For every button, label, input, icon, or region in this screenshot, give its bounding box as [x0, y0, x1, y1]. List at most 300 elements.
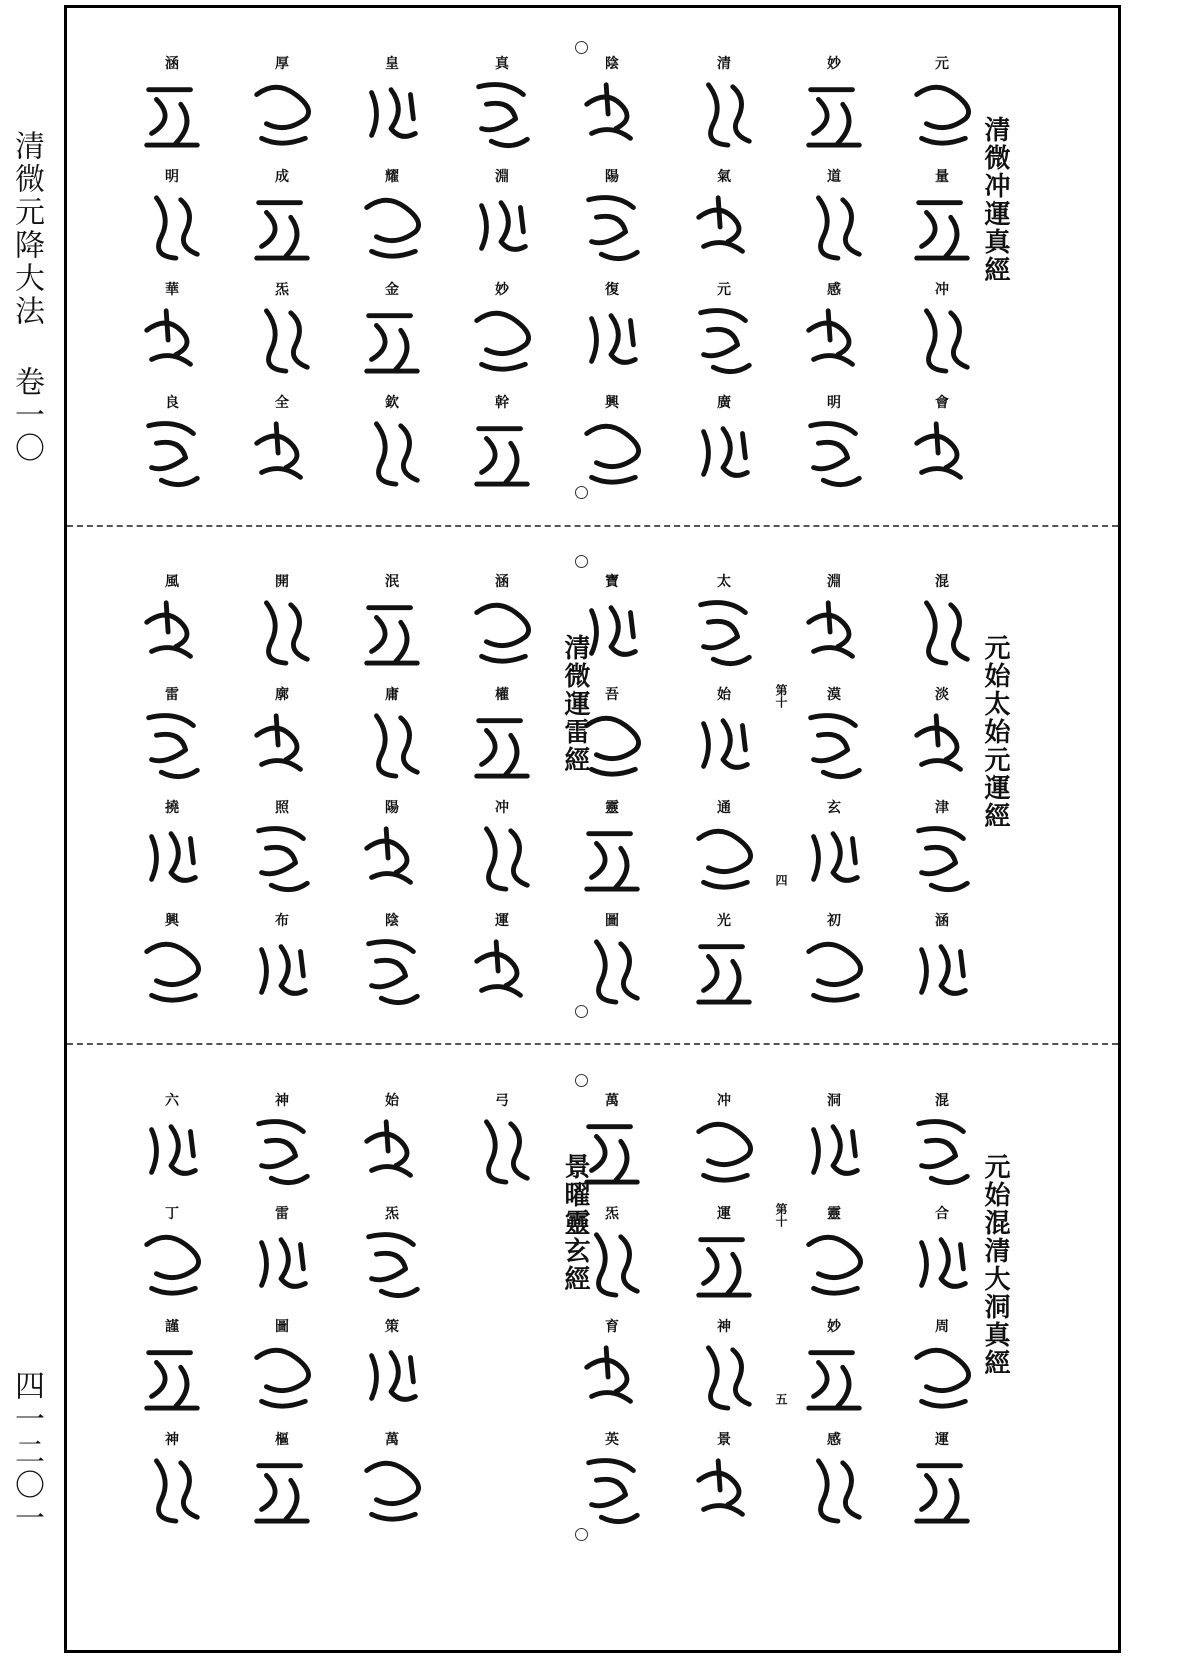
glyph-entry	[577, 56, 647, 169]
glyph-label: 周	[935, 1319, 949, 1335]
glyph-label: 量	[935, 169, 949, 185]
seal-script-glyph	[247, 300, 317, 380]
seal-script-glyph	[137, 74, 207, 154]
seal-script-glyph	[357, 818, 427, 898]
glyph-label: 金	[385, 282, 399, 298]
glyph-label: 太	[717, 574, 731, 590]
seal-script-glyph	[357, 931, 427, 1011]
glyph-label: 妙	[827, 56, 841, 72]
glyph-label: 涵	[935, 913, 949, 929]
glyph-label: 初	[827, 913, 841, 929]
glyph-label: 會	[935, 395, 949, 411]
seal-script-glyph	[467, 592, 537, 672]
glyph-label: 明	[165, 169, 179, 185]
glyph-entry	[907, 282, 977, 395]
seal-script-glyph	[467, 818, 537, 898]
seal-script-glyph	[137, 818, 207, 898]
glyph-column	[347, 1093, 437, 1545]
glyph-entry	[689, 1319, 759, 1432]
scripture-title: 元始混清大洞真經	[980, 1153, 1010, 1377]
seal-script-glyph	[137, 1450, 207, 1530]
scripture-title: 清微冲運真經	[980, 116, 1010, 284]
seal-script-glyph	[689, 300, 759, 380]
glyph-entry	[137, 169, 207, 282]
glyph-entry	[799, 1432, 869, 1545]
seal-script-glyph	[907, 705, 977, 785]
seal-script-glyph	[357, 1224, 427, 1304]
glyph-label: 妙	[827, 1319, 841, 1335]
seal-script-glyph	[467, 931, 537, 1011]
glyph-entry	[907, 1319, 977, 1432]
glyph-entry	[137, 1093, 207, 1206]
glyph-entry	[689, 56, 759, 169]
glyph-entry	[467, 1093, 537, 1206]
glyph-column	[457, 1093, 547, 1206]
glyph-column	[127, 56, 217, 508]
glyph-entry	[357, 913, 427, 1026]
glyph-label: 復	[605, 282, 619, 298]
glyph-entry	[137, 574, 207, 687]
glyph-label: 漠	[827, 687, 841, 703]
glyph-entry	[907, 1432, 977, 1545]
glyph-entry	[577, 282, 647, 395]
seal-script-glyph	[357, 413, 427, 493]
glyph-entry	[799, 574, 869, 687]
glyph-column	[789, 56, 879, 508]
glyph-label: 耀	[385, 169, 399, 185]
glyph-label: 厚	[275, 56, 289, 72]
glyph-label: 布	[275, 913, 289, 929]
glyph-label: 興	[165, 913, 179, 929]
glyph-label: 欽	[385, 395, 399, 411]
glyph-label: 真	[495, 56, 509, 72]
glyph-entry	[247, 1432, 317, 1545]
glyph-label: 炁	[385, 1206, 399, 1222]
seal-script-glyph	[689, 1111, 759, 1191]
chapter-note: 五	[774, 1393, 788, 1405]
glyph-entry	[577, 1319, 647, 1432]
glyph-column	[127, 574, 217, 1026]
chapter-note: 四	[774, 874, 788, 886]
glyph-entry	[467, 800, 537, 913]
seal-script-glyph	[907, 592, 977, 672]
glyph-entry	[689, 574, 759, 687]
glyph-label: 津	[935, 800, 949, 816]
seal-script-glyph	[467, 705, 537, 785]
glyph-label: 光	[717, 913, 731, 929]
glyph-entry	[137, 56, 207, 169]
glyph-column	[237, 56, 327, 508]
glyph-entry	[247, 1093, 317, 1206]
glyph-label: 景	[717, 1432, 731, 1448]
seal-script-glyph	[137, 1111, 207, 1191]
glyph-entry	[357, 1093, 427, 1206]
glyph-label: 廓	[275, 687, 289, 703]
glyph-label: 感	[827, 282, 841, 298]
glyph-label: 明	[827, 395, 841, 411]
glyph-entry	[467, 913, 537, 1026]
glyph-label: 圖	[605, 913, 619, 929]
glyph-entry	[467, 282, 537, 395]
glyph-label: 華	[165, 282, 179, 298]
glyph-column	[897, 574, 987, 1026]
glyph-column	[789, 574, 879, 1026]
glyph-entry	[467, 56, 537, 169]
glyph-label: 混	[935, 574, 949, 590]
glyph-column	[457, 574, 547, 1026]
seal-script-glyph	[799, 1111, 869, 1191]
glyph-label: 合	[935, 1206, 949, 1222]
glyph-entry	[467, 169, 537, 282]
binding-hole	[575, 1074, 588, 1087]
seal-script-glyph	[799, 187, 869, 267]
glyph-entry	[137, 395, 207, 508]
glyph-entry	[689, 687, 759, 800]
glyph-entry	[357, 687, 427, 800]
glyph-column	[679, 1093, 769, 1545]
glyph-entry	[689, 169, 759, 282]
glyph-label: 炁	[275, 282, 289, 298]
glyph-entry	[467, 395, 537, 508]
glyph-label: 陽	[385, 800, 399, 816]
glyph-entry	[799, 687, 869, 800]
glyph-label: 混	[935, 1093, 949, 1109]
glyph-entry	[247, 913, 317, 1026]
seal-script-glyph	[247, 413, 317, 493]
glyph-entry	[357, 56, 427, 169]
glyph-entry	[689, 282, 759, 395]
glyph-label: 道	[827, 169, 841, 185]
seal-script-glyph	[689, 74, 759, 154]
seal-script-glyph	[799, 1337, 869, 1417]
seal-script-glyph	[137, 931, 207, 1011]
glyph-label: 庸	[385, 687, 399, 703]
seal-script-glyph	[357, 1450, 427, 1530]
glyph-label: 風	[165, 574, 179, 590]
glyph-column	[897, 1093, 987, 1545]
seal-script-glyph	[577, 931, 647, 1011]
seal-script-glyph	[799, 818, 869, 898]
glyph-entry	[137, 913, 207, 1026]
page-frame	[64, 5, 1121, 1653]
glyph-label: 涵	[495, 574, 509, 590]
glyph-label: 英	[605, 1432, 619, 1448]
glyph-entry	[357, 169, 427, 282]
glyph-entry	[247, 395, 317, 508]
seal-script-glyph	[247, 931, 317, 1011]
glyph-entry	[357, 1206, 427, 1319]
seal-script-glyph	[247, 705, 317, 785]
glyph-label: 權	[495, 687, 509, 703]
glyph-label: 妙	[495, 282, 509, 298]
glyph-label: 圖	[275, 1319, 289, 1335]
glyph-label: 開	[275, 574, 289, 590]
glyph-entry	[689, 1432, 759, 1545]
glyph-column	[457, 56, 547, 508]
glyph-label: 靈	[827, 1206, 841, 1222]
glyph-entry	[137, 1206, 207, 1319]
seal-script-glyph	[577, 413, 647, 493]
section-divider	[67, 1043, 1118, 1045]
glyph-label: 神	[717, 1319, 731, 1335]
seal-script-glyph	[799, 592, 869, 672]
glyph-label: 淵	[495, 169, 509, 185]
glyph-column	[127, 1093, 217, 1545]
glyph-column	[347, 56, 437, 508]
chapter-note: 第十	[774, 684, 788, 708]
seal-script-glyph	[799, 1450, 869, 1530]
glyph-entry	[577, 169, 647, 282]
seal-script-glyph	[247, 1224, 317, 1304]
seal-script-glyph	[689, 931, 759, 1011]
glyph-label: 運	[935, 1432, 949, 1448]
glyph-label: 涵	[165, 56, 179, 72]
seal-script-glyph	[467, 413, 537, 493]
seal-script-glyph	[907, 1450, 977, 1530]
glyph-column	[567, 56, 657, 508]
glyph-label: 冲	[935, 282, 949, 298]
glyph-entry	[137, 687, 207, 800]
seal-script-glyph	[799, 300, 869, 380]
glyph-entry	[577, 913, 647, 1026]
glyph-entry	[357, 395, 427, 508]
seal-script-glyph	[689, 818, 759, 898]
glyph-entry	[357, 800, 427, 913]
glyph-entry	[247, 282, 317, 395]
glyph-label: 淡	[935, 687, 949, 703]
glyph-label: 洞	[827, 1093, 841, 1109]
seal-script-glyph	[689, 592, 759, 672]
glyph-label: 陽	[605, 169, 619, 185]
seal-script-glyph	[357, 74, 427, 154]
glyph-entry	[577, 1432, 647, 1545]
glyph-label: 良	[165, 395, 179, 411]
seal-script-glyph	[137, 1337, 207, 1417]
seal-script-glyph	[137, 1224, 207, 1304]
glyph-entry	[689, 1093, 759, 1206]
glyph-entry	[907, 574, 977, 687]
seal-script-glyph	[247, 1337, 317, 1417]
glyph-label: 陰	[385, 913, 399, 929]
glyph-label: 神	[165, 1432, 179, 1448]
glyph-label: 氣	[717, 169, 731, 185]
glyph-entry	[907, 1206, 977, 1319]
glyph-label: 廣	[717, 395, 731, 411]
glyph-label: 吾	[605, 687, 619, 703]
seal-script-glyph	[689, 1224, 759, 1304]
section-divider	[67, 525, 1118, 527]
chapter-note: 第十	[774, 1203, 788, 1227]
glyph-label: 冲	[495, 800, 509, 816]
glyph-label: 陰	[605, 56, 619, 72]
seal-script-glyph	[357, 1111, 427, 1191]
seal-script-glyph	[577, 74, 647, 154]
glyph-entry	[689, 1206, 759, 1319]
glyph-entry	[799, 1319, 869, 1432]
seal-script-glyph	[247, 187, 317, 267]
seal-script-glyph	[137, 300, 207, 380]
seal-script-glyph	[799, 931, 869, 1011]
seal-script-glyph	[137, 592, 207, 672]
glyph-entry	[799, 395, 869, 508]
glyph-label: 幹	[495, 395, 509, 411]
seal-script-glyph	[577, 818, 647, 898]
glyph-label: 樞	[275, 1432, 289, 1448]
glyph-entry	[907, 395, 977, 508]
seal-script-glyph	[689, 705, 759, 785]
seal-script-glyph	[247, 818, 317, 898]
glyph-label: 運	[495, 913, 509, 929]
page-number: 四一二〇一	[9, 1370, 44, 1535]
seal-script-glyph	[357, 187, 427, 267]
glyph-label: 六	[165, 1093, 179, 1109]
seal-script-glyph	[137, 187, 207, 267]
glyph-entry	[467, 574, 537, 687]
glyph-entry	[689, 800, 759, 913]
glyph-label: 通	[717, 800, 731, 816]
glyph-label: 興	[605, 395, 619, 411]
glyph-label: 玄	[827, 800, 841, 816]
glyph-entry	[137, 800, 207, 913]
glyph-entry	[799, 800, 869, 913]
glyph-label: 弓	[495, 1093, 509, 1109]
glyph-entry	[907, 169, 977, 282]
seal-script-glyph	[247, 74, 317, 154]
glyph-label: 冲	[717, 1093, 731, 1109]
seal-script-glyph	[907, 187, 977, 267]
glyph-column	[789, 1093, 879, 1545]
glyph-label: 元	[717, 282, 731, 298]
glyph-label: 始	[385, 1093, 399, 1109]
glyph-label: 策	[385, 1319, 399, 1335]
seal-script-glyph	[799, 413, 869, 493]
glyph-column	[679, 56, 769, 508]
seal-script-glyph	[907, 413, 977, 493]
glyph-entry	[907, 913, 977, 1026]
glyph-entry	[907, 56, 977, 169]
seal-script-glyph	[799, 705, 869, 785]
glyph-label: 成	[275, 169, 289, 185]
seal-script-glyph	[907, 931, 977, 1011]
glyph-label: 雷	[275, 1206, 289, 1222]
glyph-entry	[247, 1319, 317, 1432]
glyph-label: 全	[275, 395, 289, 411]
seal-script-glyph	[907, 1337, 977, 1417]
glyph-entry	[247, 1206, 317, 1319]
seal-script-glyph	[357, 1337, 427, 1417]
glyph-column	[347, 574, 437, 1026]
glyph-label: 撓	[165, 800, 179, 816]
seal-script-glyph	[247, 592, 317, 672]
glyph-entry	[247, 574, 317, 687]
glyph-entry	[467, 687, 537, 800]
glyph-label: 始	[717, 687, 731, 703]
margin-title: 清微元降大法 卷一〇	[9, 130, 44, 465]
glyph-entry	[799, 1206, 869, 1319]
seal-script-glyph	[247, 1450, 317, 1530]
seal-script-glyph	[577, 1450, 647, 1530]
seal-script-glyph	[577, 187, 647, 267]
seal-script-glyph	[907, 74, 977, 154]
glyph-label: 元	[935, 56, 949, 72]
glyph-column	[679, 574, 769, 1026]
glyph-label: 萬	[385, 1432, 399, 1448]
glyph-label: 丁	[165, 1206, 179, 1222]
glyph-label: 謹	[165, 1319, 179, 1335]
glyph-label: 清	[717, 56, 731, 72]
seal-script-glyph	[689, 413, 759, 493]
glyph-label: 神	[275, 1093, 289, 1109]
seal-script-glyph	[467, 187, 537, 267]
seal-script-glyph	[357, 300, 427, 380]
binding-hole	[575, 41, 588, 54]
glyph-entry	[799, 169, 869, 282]
glyph-label: 淵	[827, 574, 841, 590]
glyph-entry	[357, 282, 427, 395]
glyph-entry	[689, 913, 759, 1026]
scripture-title: 元始太始元運經	[980, 634, 1010, 830]
glyph-entry	[357, 574, 427, 687]
seal-script-glyph	[907, 1111, 977, 1191]
glyph-label: 育	[605, 1319, 619, 1335]
glyph-label: 寶	[605, 574, 619, 590]
seal-script-glyph	[689, 187, 759, 267]
glyph-entry	[137, 282, 207, 395]
glyph-label: 照	[275, 800, 289, 816]
glyph-column	[237, 574, 327, 1026]
glyph-entry	[137, 1432, 207, 1545]
seal-script-glyph	[247, 1111, 317, 1191]
glyph-entry	[357, 1319, 427, 1432]
glyph-entry	[907, 1093, 977, 1206]
glyph-entry	[247, 56, 317, 169]
seal-script-glyph	[467, 74, 537, 154]
seal-script-glyph	[137, 705, 207, 785]
glyph-entry	[577, 395, 647, 508]
scripture-title: 清微運雷經	[560, 634, 590, 774]
binding-hole	[575, 555, 588, 568]
glyph-entry	[357, 1432, 427, 1545]
glyph-entry	[247, 687, 317, 800]
seal-script-glyph	[689, 1450, 759, 1530]
seal-script-glyph	[467, 1111, 537, 1191]
glyph-entry	[577, 800, 647, 913]
glyph-entry	[799, 1093, 869, 1206]
glyph-label: 感	[827, 1432, 841, 1448]
seal-script-glyph	[357, 705, 427, 785]
glyph-column	[237, 1093, 327, 1545]
glyph-entry	[907, 800, 977, 913]
glyph-entry	[137, 1319, 207, 1432]
scripture-title: 景曜靈玄經	[560, 1153, 590, 1293]
glyph-label: 雷	[165, 687, 179, 703]
glyph-label: 靈	[605, 800, 619, 816]
seal-script-glyph	[799, 1224, 869, 1304]
glyph-label: 運	[717, 1206, 731, 1222]
seal-script-glyph	[577, 300, 647, 380]
glyph-label: 萬	[605, 1093, 619, 1109]
glyph-entry	[799, 913, 869, 1026]
glyph-column	[897, 56, 987, 508]
seal-script-glyph	[799, 74, 869, 154]
glyph-label: 泯	[385, 574, 399, 590]
glyph-entry	[799, 56, 869, 169]
glyph-entry	[907, 687, 977, 800]
seal-script-glyph	[689, 1337, 759, 1417]
seal-script-glyph	[907, 300, 977, 380]
seal-script-glyph	[577, 1337, 647, 1417]
seal-script-glyph	[907, 1224, 977, 1304]
